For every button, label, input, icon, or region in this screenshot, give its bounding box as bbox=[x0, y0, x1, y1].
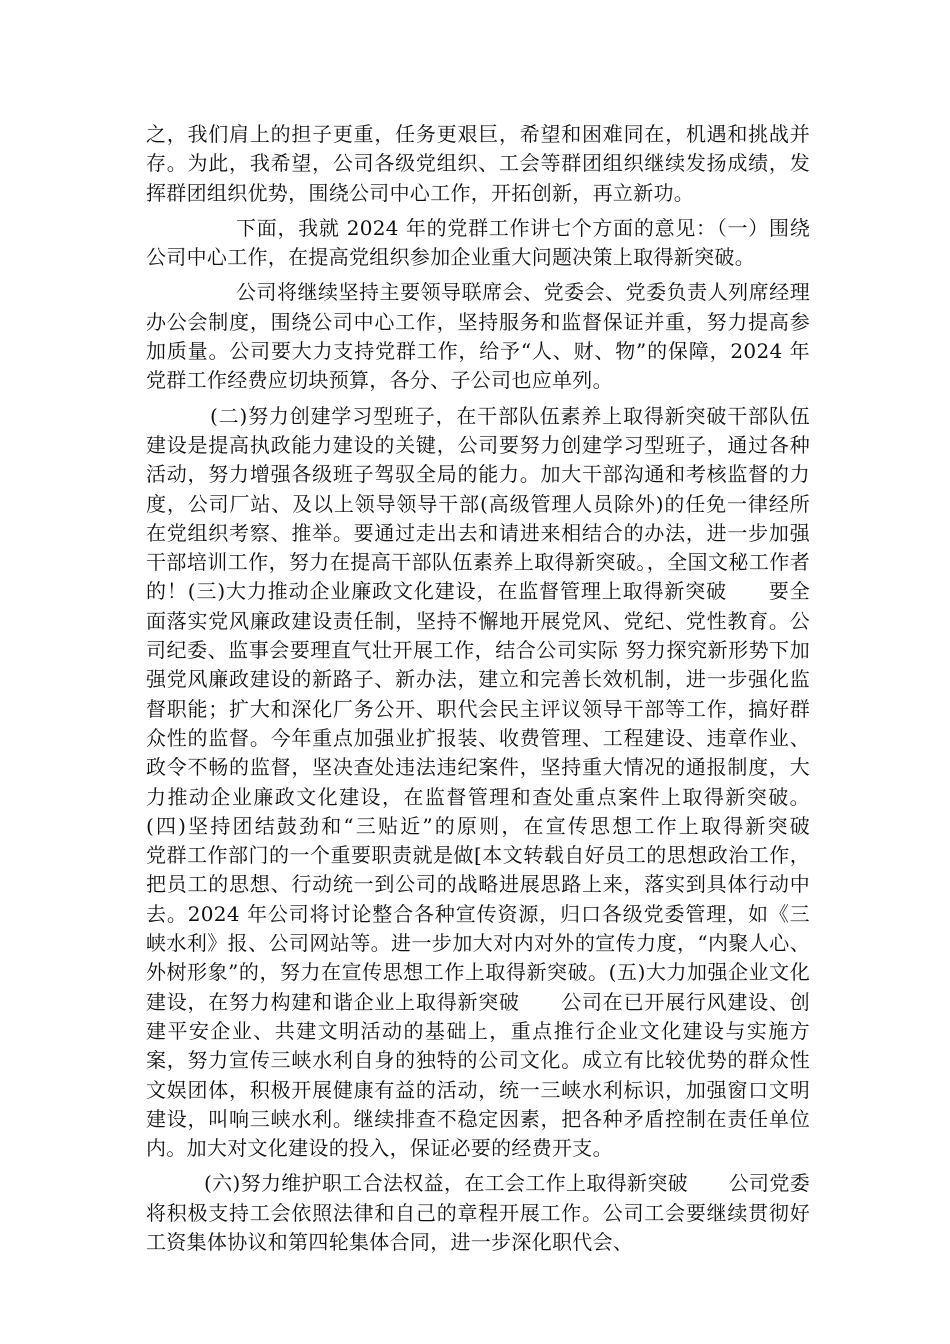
document-page bbox=[146, 120, 851, 1257]
paragraph-sections-two-to-five: (二)努力创建学习型班子，在干部队伍素养上取得新突破干部队伍建设是提高执政能力建设的关键，公司要努力创建学习型班子，通过各种活动，努力增强各级班子驾驭全局的能力。加大干部沟通和考核监督的力度，公司厂站、及以上领导领导干部(高级管理人员除外)的任免一律经所在党组织考察、推举。要通过走出去和请进来相结合的办法，进一步加强干部培训工作，努力在提高干部队伍素养上取得新突破。，全国文秘工作者的！(三)大力推动企业廉政文化建设，在监督管理上取得新突破 要全面落实党风廉政建设责任制，坚持不懈地开展党风、党纪、党性教育。公司纪委、监事会要理直气壮开展工作，结合公司实际 努力探究新形势下加强党风廉政建设的新路子、新办法，建立和完善长效机制，进一步强化监督职能；扩大和深化厂务公开、职代会民主评议领导干部等工作，搞好群众性的监督。今年重点加强业扩报装、收费管理、工程建设、违章作业、政令不畅的监督，坚决查处违法违纪案件，坚持重大情况的通报制度，大力推动企业廉政文化建设，在监督管理和查处重点案件上取得新突破。(四)坚持团结鼓劲和“三贴近”的原则，在宣传思想工作上取得新突破 党群工作部门的一个重要职责就是做[本文转载自好员工的思想政治工作，把员工的思想、行动统一到公司的战略进展思路上来，落实到具体行动中去。2024 年公司将讨论整合各种宣传资源，归口各级党委管理，如《三峡水利》报、公司网站等。进一步加大对内对外的宣传力度，“内聚人心、外树形象”的，努力在宣传思想工作上取得新突破。(五)大力加强企业文化建设，在努力构建和谐企业上取得新突破 公司在已开展行风建设、创建平安企业、共建文明活动的基础上，重点推行企业文化建设与实施方案，努力宣传三峡水利自身的独特的公司文化。成立有比较优势的群众性文娱团体，积极开展健康有益的活动，统一三峡水利标识，加强窗口文明建设，叫响三峡水利。继续排查不稳定因素，把各种矛盾控制在责任单位内。加大对文化建设的投入，保证必要的经费开支。 bbox=[146, 403, 851, 1161]
paragraph-seven-aspects-intro: 下面，我就 2024 年的党群工作讲七个方面的意见：（一）围绕公司中心工作，在提高党组织参加企业重大问题决策上取得新突破。 bbox=[146, 215, 810, 270]
paragraph-opening: 之，我们肩上的担子更重，任务更艰巨，希望和困难同在，机遇和挑战并存。为此，我希望，公司各级党组织、工会等群团组织继续发扬成绩，发挥群团组织优势，围绕公司中心工作，开拓创新，再立新功。 bbox=[146, 122, 810, 205]
paragraph-section-six: (六)努力维护职工合法权益，在工会工作上取得新突破 公司党委将积极支持工会依照法律和自己的章程开展工作。公司工会要继续贯彻好工资集体协议和第四轮集体合同，进一步深化职代会、 bbox=[146, 1171, 810, 1254]
paragraph-section-one: 公司将继续坚持主要领导联席会、党委会、党委负责人列席经理办公会制度，围绕公司中心工作，坚持服务和监督保证并重，努力提高参加质量。公司要大力支持党群工作，给予“人、财、物”的保障，2024 年党群工作经费应切块预算，各分、子公司也应单列。 bbox=[146, 280, 810, 393]
